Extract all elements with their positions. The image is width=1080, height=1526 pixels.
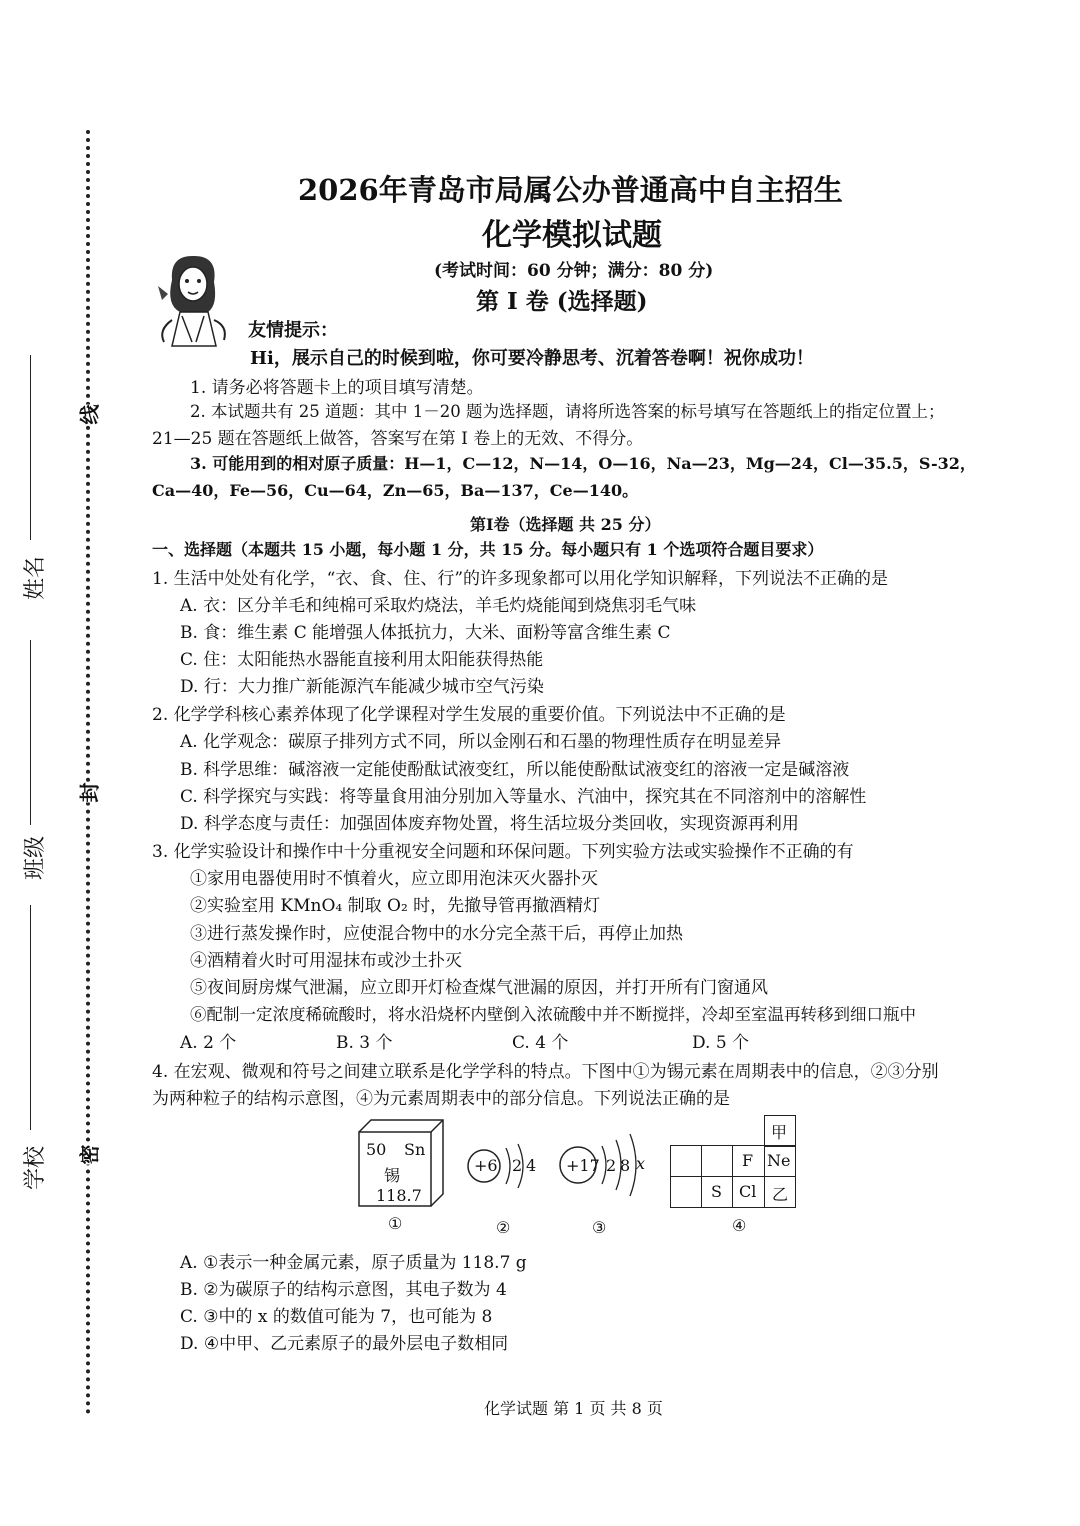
school-underline xyxy=(30,905,31,1130)
fig3-shell1: 2 xyxy=(606,1156,617,1175)
fig2-shell2: 4 xyxy=(526,1156,537,1175)
part-heading: 一、选择题（本题共 15 小题，每小题 1 分，共 15 分。每小题只有 1 个选项符合题目要求） xyxy=(152,540,824,559)
page-footer: 化学试题 第 1 页 共 8 页 xyxy=(484,1399,663,1418)
tips-greeting: Hi，展示自己的时候到啦，你可要冷静思考、沉着答卷啊！祝你成功！ xyxy=(250,348,814,369)
volume-title: 第 I 卷 (选择题) xyxy=(476,288,648,315)
seal-feng: 封 xyxy=(72,783,105,803)
q3-option-b: B. 3 个 xyxy=(336,1033,393,1053)
q2-option-c: C. 科学探究与实践：将等量食用油分别加入等量水、汽油中，探究其在不同溶剂中的溶解性 xyxy=(180,787,867,807)
q3-item4: ④酒精着火时可用湿抹布或沙土扑灭 xyxy=(190,951,462,971)
pt-s: S xyxy=(711,1182,722,1201)
school-label: 学校 xyxy=(23,1145,48,1190)
title-line1: 2026年青岛市局属公办普通高中自主招生 xyxy=(298,173,843,207)
tips-heading: 友情提示： xyxy=(248,320,338,341)
q4-option-b: B. ②为碳原子的结构示意图，其电子数为 4 xyxy=(180,1280,507,1300)
q4-stem-line2: 为两种粒子的结构示意图，④为元素周期表中的部分信息。下列说法正确的是 xyxy=(152,1089,730,1109)
seal-mi: 密 xyxy=(72,1145,105,1165)
q1-option-d: D. 行：大力推广新能源汽车能减少城市空气污染 xyxy=(180,677,544,697)
q2-stem: 2. 化学学科核心素养体现了化学课程对学生发展的重要价值。下列说法中不正确的是 xyxy=(152,705,786,725)
volume-heading: 第Ⅰ卷（选择题 共 25 分） xyxy=(470,515,661,534)
name-underline xyxy=(30,355,31,540)
tips-item3a: 3. 可能用到的相对原子质量：H—1，C—12，N—14，O—16，Na—23，Mg—24，Cl—35.5，S-32， xyxy=(190,454,976,473)
seal-xian: 线 xyxy=(72,405,105,425)
q3-item6: ⑥配制一定浓度稀硫酸时，将水沿烧杯内壁倒入浓硫酸中并不断搅拌，冷却至室温再转移到细口瓶中 xyxy=(190,1005,916,1024)
fig3-shell3: x xyxy=(636,1154,646,1173)
fig1-mass: 118.7 xyxy=(376,1186,422,1205)
fig3-caption: ③ xyxy=(592,1218,607,1237)
fig4-caption: ④ xyxy=(732,1216,747,1235)
pt-f: F xyxy=(742,1151,754,1170)
fig1-name: 锡 xyxy=(384,1166,401,1185)
pt-jia: 甲 xyxy=(771,1123,788,1142)
tips-item3b: Ca—40，Fe—56，Cu—64，Zn—65，Ba—137，Ce—140。 xyxy=(152,481,639,500)
q3-option-a: A. 2 个 xyxy=(180,1033,237,1053)
q4-option-a: A. ①表示一种金属元素，原子质量为 118.7 g xyxy=(180,1253,527,1273)
title-line2: 化学模拟试题 xyxy=(482,218,662,253)
binding-dotted-line xyxy=(86,130,90,1415)
q3-option-c: C. 4 个 xyxy=(512,1033,569,1053)
fig2-nucleus: +6 xyxy=(474,1156,498,1175)
q1-option-c: C. 住：太阳能热水器能直接利用太阳能获得热能 xyxy=(180,650,544,670)
q3-item1: ①家用电器使用时不慎着火，应立即用泡沫灭火器扑灭 xyxy=(190,869,598,889)
fig3-nucleus: +17 xyxy=(566,1156,600,1175)
q3-option-d: D. 5 个 xyxy=(692,1033,750,1053)
q4-stem-line1: 4. 在宏观、微观和符号之间建立联系是化学学科的特点。下图中①为锡元素在周期表中的信息，②③分别 xyxy=(152,1062,939,1082)
q2-option-a: A. 化学观念：碳原子排列方式不同，所以金刚石和石墨的物理性质存在明显差异 xyxy=(180,732,782,752)
cartoon-girl-illustration xyxy=(152,250,234,350)
fig3-shell2: 8 xyxy=(620,1156,631,1175)
fig2-shell1: 2 xyxy=(512,1156,523,1175)
tips-item1: 1. 请务必将答题卡上的项目填写清楚。 xyxy=(190,378,484,398)
tips-item2b: 21—25 题在答题纸上做答，答案写在第 I 卷上的无效、不得分。 xyxy=(152,429,644,449)
class-underline xyxy=(30,640,31,825)
q1-option-a: A. 衣：区分羊毛和纯棉可采取灼烧法，羊毛灼烧能闻到烧焦羽毛气味 xyxy=(180,596,697,616)
pt-cell-empty-2 xyxy=(701,1145,733,1177)
q3-item5: ⑤夜间厨房煤气泄漏，应立即开灯检查煤气泄漏的原因，并打开所有门窗通风 xyxy=(190,978,768,998)
q4-option-c: C. ③中的 x 的数值可能为 7，也可能为 8 xyxy=(180,1307,493,1327)
class-label: 班级 xyxy=(23,835,48,880)
pt-ne: Ne xyxy=(767,1151,791,1170)
pt-cl: Cl xyxy=(739,1182,757,1201)
q4-option-d: D. ④中甲、乙元素原子的最外层电子数相同 xyxy=(180,1334,509,1354)
tips-item2a: 2. 本试题共有 25 道题：其中 1－20 题为选择题，请将所选答案的标号填写在答题纸上的指定位置上； xyxy=(190,402,945,421)
fig1-symbol: Sn xyxy=(404,1140,426,1159)
q1-option-b: B. 食：维生素 C 能增强人体抵抗力，大米、面粉等富含维生素 C xyxy=(180,623,671,643)
q1-stem: 1. 生活中处处有化学，“衣、食、住、行”的许多现象都可以用化学知识解释，下列说法不正确的是 xyxy=(152,569,889,589)
pt-yi: 乙 xyxy=(772,1185,789,1204)
fig1-atomic-number: 50 xyxy=(366,1140,387,1159)
q3-item3: ③进行蒸发操作时，应使混合物中的水分完全蒸干后，再停止加热 xyxy=(190,924,683,944)
pt-cell-empty-1 xyxy=(670,1145,702,1177)
q2-option-b: B. 科学思维：碱溶液一定能使酚酞试液变红，所以能使酚酞试液变红的溶液一定是碱溶液 xyxy=(180,760,850,780)
name-label: 姓名 xyxy=(23,555,48,600)
q3-item2: ②实验室用 KMnO₄ 制取 O₂ 时，先撤导管再撤酒精灯 xyxy=(190,896,601,916)
q2-option-d: D. 科学态度与责任：加强固体废弃物处置，将生活垃圾分类回收，实现资源再利用 xyxy=(180,814,799,834)
fig1-caption: ① xyxy=(388,1214,403,1233)
q3-stem: 3. 化学实验设计和操作中十分重视安全问题和环保问题。下列实验方法或实验操作不正确的有 xyxy=(152,842,854,862)
fig2-caption: ② xyxy=(496,1218,511,1237)
exam-info: (考试时间：60 分钟；满分：80 分) xyxy=(434,261,714,281)
pt-cell-empty-3 xyxy=(670,1176,702,1208)
